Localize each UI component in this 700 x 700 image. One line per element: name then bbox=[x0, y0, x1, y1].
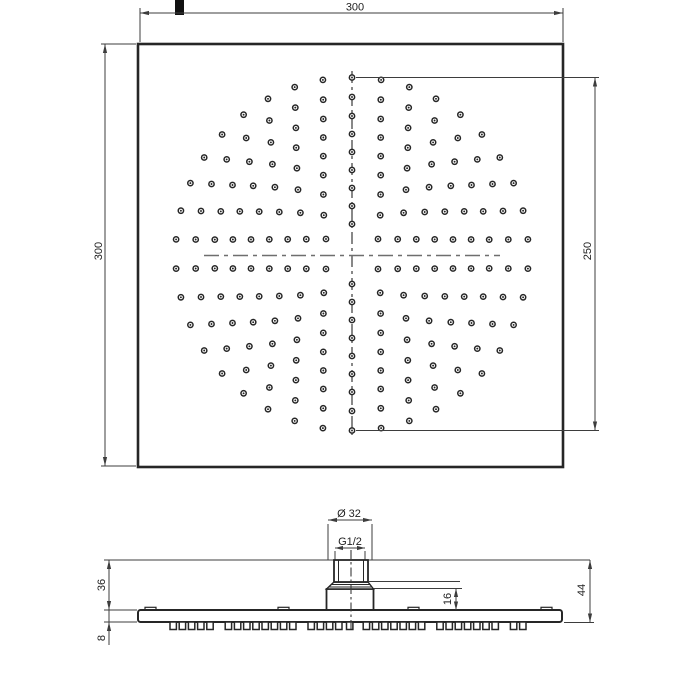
nozzle-hole bbox=[322, 194, 324, 196]
nozzle-hole bbox=[268, 268, 270, 270]
dim-label-flange-diameter: Ø 32 bbox=[337, 508, 361, 520]
side-nozzle bbox=[179, 622, 185, 630]
nozzle-hole bbox=[380, 137, 382, 139]
nozzle-hole bbox=[459, 392, 461, 394]
nozzle-hole bbox=[476, 158, 478, 160]
nozzle-hole bbox=[297, 189, 299, 191]
nozzle-hole bbox=[287, 268, 289, 270]
dim-arrow bbox=[454, 589, 458, 598]
nozzle-hole bbox=[380, 79, 382, 81]
nozzle-hole bbox=[435, 98, 437, 100]
nozzle-hole bbox=[351, 430, 353, 432]
nozzle-hole bbox=[454, 161, 456, 163]
nozzle-hole bbox=[351, 410, 353, 412]
nozzle-hole bbox=[274, 320, 276, 322]
side-nozzle bbox=[446, 622, 452, 630]
nozzle-hole bbox=[351, 96, 353, 98]
nozzle-hole bbox=[351, 151, 353, 153]
nozzle-hole bbox=[407, 379, 409, 381]
nozzle-hole bbox=[513, 324, 515, 326]
nozzle-hole bbox=[444, 295, 446, 297]
nozzle-hole bbox=[471, 184, 473, 186]
nozzle-hole bbox=[470, 239, 472, 241]
side-nozzle bbox=[464, 622, 470, 630]
dim-width-300 bbox=[140, 2, 563, 43]
nozzle-hole bbox=[424, 295, 426, 297]
nozzle-hole bbox=[322, 118, 324, 120]
side-nozzle bbox=[336, 622, 342, 630]
nozzle-hole bbox=[351, 205, 353, 207]
nozzle-hole bbox=[180, 296, 182, 298]
nozzle-hole bbox=[527, 268, 529, 270]
nozzle-hole bbox=[405, 189, 407, 191]
nozzle-hole bbox=[268, 387, 270, 389]
nozzle-hole bbox=[195, 239, 197, 241]
nozzle-hole bbox=[432, 365, 434, 367]
nozzle-hole bbox=[459, 114, 461, 116]
nozzle-hole bbox=[351, 319, 353, 321]
nozzle-hole bbox=[492, 323, 494, 325]
nozzle-hole bbox=[322, 313, 324, 315]
nozzle-hole bbox=[450, 185, 452, 187]
nozzle-hole bbox=[268, 238, 270, 240]
side-nozzle bbox=[234, 622, 240, 630]
nozzle-hole bbox=[406, 339, 408, 341]
nozzle-hole bbox=[380, 194, 382, 196]
dim-label-total-height: 44 bbox=[576, 583, 588, 597]
side-nozzle bbox=[520, 622, 526, 630]
side-nozzle bbox=[418, 622, 424, 630]
nozzle-hole bbox=[189, 182, 191, 184]
nozzle-hole bbox=[305, 268, 307, 270]
nozzle-hole bbox=[424, 211, 426, 213]
dim-arrow bbox=[103, 457, 107, 466]
side-nozzle bbox=[391, 622, 397, 630]
nozzle-hole bbox=[351, 337, 353, 339]
nozzle-hole bbox=[294, 86, 296, 88]
side-nozzle bbox=[400, 622, 406, 630]
nozzle-hole bbox=[415, 268, 417, 270]
nozzle-hole bbox=[408, 107, 410, 109]
nozzle-hole bbox=[226, 348, 228, 350]
nozzle-hole bbox=[322, 99, 324, 101]
nozzle-hole bbox=[267, 98, 269, 100]
nozzle-hole bbox=[278, 295, 280, 297]
nozzle-hole bbox=[294, 107, 296, 109]
nozzle-hole bbox=[322, 174, 324, 176]
nozzle-hole bbox=[322, 137, 324, 139]
nozzle-hole bbox=[492, 183, 494, 185]
nozzle-hole bbox=[513, 182, 515, 184]
nozzle-hole bbox=[232, 184, 234, 186]
nozzle-hole bbox=[407, 147, 409, 149]
nozzle-hole bbox=[180, 210, 182, 212]
nozzle-hole bbox=[379, 214, 381, 216]
nozzle-hole bbox=[507, 239, 509, 241]
nozzle-hole bbox=[322, 370, 324, 372]
dim-arrow bbox=[140, 11, 149, 15]
nozzle-hole bbox=[239, 210, 241, 212]
nozzle-hole bbox=[434, 268, 436, 270]
nozzle-hole bbox=[428, 186, 430, 188]
nozzle-hole bbox=[470, 268, 472, 270]
nozzle-hole bbox=[322, 79, 324, 81]
dim-thickness-8 bbox=[96, 610, 137, 645]
side-nozzle bbox=[188, 622, 194, 630]
nozzle-hole bbox=[482, 210, 484, 212]
nozzle-hole bbox=[351, 373, 353, 375]
nozzle-hole bbox=[203, 157, 205, 159]
nozzle-hole bbox=[432, 141, 434, 143]
dim-label-thread: G1/2 bbox=[338, 536, 362, 548]
nozzle-hole bbox=[322, 388, 324, 390]
nozzle-hole bbox=[214, 267, 216, 269]
flange-cone bbox=[327, 582, 374, 589]
nozzle-hole bbox=[428, 320, 430, 322]
nozzle-hole bbox=[305, 238, 307, 240]
nozzle-hole bbox=[200, 210, 202, 212]
nozzle-hole bbox=[294, 420, 296, 422]
nozzle-hole bbox=[380, 388, 382, 390]
dim-height-300 bbox=[93, 44, 136, 466]
nozzle-hole bbox=[271, 163, 273, 165]
side-nozzle bbox=[483, 622, 489, 630]
nozzle-hole bbox=[377, 268, 379, 270]
nozzle-hole bbox=[397, 238, 399, 240]
nozzle-hole bbox=[325, 268, 327, 270]
nozzle-hole bbox=[200, 296, 202, 298]
nozzle-hole bbox=[299, 294, 301, 296]
side-nozzle bbox=[455, 622, 461, 630]
dim-thread bbox=[335, 536, 365, 560]
nozzle-hole bbox=[322, 351, 324, 353]
nozzle-hole bbox=[203, 350, 205, 352]
nozzle-hole bbox=[351, 187, 353, 189]
dim-arrow bbox=[107, 560, 111, 569]
nozzle-hole bbox=[434, 120, 436, 122]
nozzle-hole bbox=[232, 322, 234, 324]
nozzle-hole bbox=[248, 345, 250, 347]
dim-label-upper-height: 36 bbox=[96, 578, 108, 592]
nozzle-hole bbox=[499, 157, 501, 159]
side-nozzle bbox=[317, 622, 323, 630]
nozzle-hole bbox=[463, 296, 465, 298]
nozzle-hole bbox=[268, 120, 270, 122]
nozzle-hole bbox=[403, 212, 405, 214]
nozzle-hole bbox=[403, 294, 405, 296]
nozzle-hole bbox=[380, 407, 382, 409]
dim-label-spray: 250 bbox=[582, 241, 594, 261]
nozzle-hole bbox=[243, 392, 245, 394]
nozzle-hole bbox=[380, 351, 382, 353]
shower-plate-profile bbox=[138, 610, 562, 622]
side-nozzle bbox=[363, 622, 369, 630]
nozzle-hole bbox=[380, 332, 382, 334]
nozzle-hole bbox=[175, 268, 177, 270]
nozzle-hole bbox=[287, 238, 289, 240]
nozzle-hole bbox=[221, 373, 223, 375]
nozzle-hole bbox=[189, 324, 191, 326]
nozzle-hole bbox=[323, 292, 325, 294]
nozzle-hole bbox=[351, 169, 353, 171]
nozzle-hole bbox=[295, 127, 297, 129]
dim-arrow bbox=[107, 601, 111, 610]
nozzle-hole bbox=[351, 301, 353, 303]
nozzle-hole bbox=[380, 99, 382, 101]
nozzle-hole bbox=[221, 134, 223, 136]
nozzle-hole bbox=[296, 339, 298, 341]
nozzle-hole bbox=[380, 370, 382, 372]
nozzle-hole bbox=[214, 239, 216, 241]
plan-view bbox=[93, 0, 599, 467]
nozzle-hole bbox=[232, 268, 234, 270]
dim-arrow bbox=[588, 560, 592, 569]
side-nozzle bbox=[253, 622, 259, 630]
side-nozzle bbox=[409, 622, 415, 630]
nozzle-hole bbox=[239, 296, 241, 298]
nozzle-hole bbox=[351, 115, 353, 117]
nozzle-hole bbox=[397, 268, 399, 270]
nozzle-hole bbox=[380, 174, 382, 176]
nozzle-hole bbox=[274, 186, 276, 188]
nozzle-hole bbox=[245, 369, 247, 371]
side-nozzle bbox=[326, 622, 332, 630]
nozzle-hole bbox=[211, 323, 213, 325]
side-nozzle bbox=[170, 622, 176, 630]
side-nozzle bbox=[474, 622, 480, 630]
nozzle-hole bbox=[431, 163, 433, 165]
nozzle-hole bbox=[295, 379, 297, 381]
nozzle-hole bbox=[270, 365, 272, 367]
nozzle-hole bbox=[271, 343, 273, 345]
nozzle-hole bbox=[351, 77, 353, 79]
nozzle-hole bbox=[294, 399, 296, 401]
nozzle-hole bbox=[482, 296, 484, 298]
nozzle-hole bbox=[434, 387, 436, 389]
dim-arrow bbox=[554, 11, 563, 15]
nozzle-hole bbox=[499, 350, 501, 352]
nozzle-hole bbox=[457, 369, 459, 371]
side-nozzle-row bbox=[170, 622, 526, 630]
nozzle-hole bbox=[407, 359, 409, 361]
nozzle-hole bbox=[431, 343, 433, 345]
nozzle-hole bbox=[220, 210, 222, 212]
dim-upper-36 bbox=[96, 560, 137, 610]
nozzle-hole bbox=[380, 118, 382, 120]
side-nozzle bbox=[347, 622, 353, 630]
dim-label-width: 300 bbox=[345, 1, 365, 14]
side-nozzle bbox=[244, 622, 250, 630]
nozzle-hole bbox=[463, 210, 465, 212]
nozzle-hole bbox=[405, 317, 407, 319]
side-nozzle bbox=[198, 622, 204, 630]
nozzle-hole bbox=[296, 167, 298, 169]
nozzle-hole bbox=[351, 355, 353, 357]
side-nozzle bbox=[510, 622, 516, 630]
nozzle-hole bbox=[415, 238, 417, 240]
nozzle-hole bbox=[527, 238, 529, 240]
nozzle-hole bbox=[380, 427, 382, 429]
nozzle-hole bbox=[522, 296, 524, 298]
side-nozzle bbox=[492, 622, 498, 630]
nozzle-hole bbox=[267, 408, 269, 410]
nozzle-hole bbox=[379, 292, 381, 294]
nozzle-hole bbox=[351, 133, 353, 135]
nozzle-hole bbox=[211, 183, 213, 185]
nozzle-hole bbox=[408, 420, 410, 422]
nozzle-hole bbox=[452, 239, 454, 241]
side-nozzle bbox=[271, 622, 277, 630]
nozzle-hole bbox=[408, 86, 410, 88]
nozzle-hole bbox=[435, 408, 437, 410]
dim-arrow bbox=[454, 602, 458, 611]
side-nozzle bbox=[290, 622, 296, 630]
nozzle-hole bbox=[488, 267, 490, 269]
nozzle-hole bbox=[380, 313, 382, 315]
nozzle-hole bbox=[325, 238, 327, 240]
dim-arrow bbox=[103, 44, 107, 53]
nozzle-hole bbox=[258, 211, 260, 213]
dim-arrow bbox=[328, 518, 337, 522]
nozzle-hole bbox=[250, 239, 252, 241]
side-view bbox=[96, 508, 594, 645]
dim-arrow bbox=[107, 622, 111, 631]
nozzle-hole bbox=[452, 268, 454, 270]
side-nozzle bbox=[280, 622, 286, 630]
dim-arrow bbox=[593, 78, 597, 87]
nozzle-hole bbox=[481, 134, 483, 136]
side-nozzle bbox=[382, 622, 388, 630]
nozzle-hole bbox=[323, 214, 325, 216]
dim-label-hub-height: 16 bbox=[442, 592, 454, 606]
dim-total-44 bbox=[564, 560, 594, 623]
nozzle-hole bbox=[243, 114, 245, 116]
nozzle-hole bbox=[295, 147, 297, 149]
nozzle-hole bbox=[220, 296, 222, 298]
nozzle-hole bbox=[502, 210, 504, 212]
dim-hub-16 bbox=[369, 582, 462, 611]
nozzle-hole bbox=[377, 238, 379, 240]
nozzle-hole bbox=[299, 212, 301, 214]
nozzle-hole bbox=[322, 427, 324, 429]
nozzle-hole bbox=[408, 399, 410, 401]
nozzle-hole bbox=[245, 137, 247, 139]
nozzle-hole bbox=[407, 127, 409, 129]
nozzle-hole bbox=[226, 158, 228, 160]
dim-arrow bbox=[593, 422, 597, 431]
nozzle-hole bbox=[476, 348, 478, 350]
dim-arrow bbox=[363, 518, 372, 522]
nozzle-hole bbox=[175, 238, 177, 240]
nozzle-hole bbox=[252, 185, 254, 187]
nozzle-hole bbox=[295, 359, 297, 361]
nozzle-hole bbox=[351, 283, 353, 285]
side-nozzle bbox=[372, 622, 378, 630]
nozzle-hole bbox=[380, 155, 382, 157]
nozzle-hole bbox=[351, 391, 353, 393]
nozzle-hole bbox=[481, 373, 483, 375]
nozzle-hole bbox=[502, 296, 504, 298]
nozzle-hole bbox=[195, 268, 197, 270]
side-nozzle bbox=[437, 622, 443, 630]
dim-label-height: 300 bbox=[93, 241, 105, 261]
side-nozzle bbox=[262, 622, 268, 630]
nozzle-hole bbox=[322, 155, 324, 157]
nozzle-hole bbox=[250, 268, 252, 270]
nozzle-hole bbox=[232, 239, 234, 241]
nozzle-hole bbox=[454, 345, 456, 347]
nozzle-hole bbox=[322, 332, 324, 334]
nozzle-hole bbox=[297, 317, 299, 319]
nozzle-hole bbox=[457, 137, 459, 139]
side-nozzle bbox=[225, 622, 231, 630]
side-nozzle bbox=[308, 622, 314, 630]
nozzle-hole bbox=[444, 211, 446, 213]
nozzle-hole bbox=[507, 268, 509, 270]
nozzle-hole bbox=[488, 239, 490, 241]
nozzle-hole bbox=[322, 407, 324, 409]
nozzle-hole bbox=[258, 295, 260, 297]
nozzle-hole bbox=[248, 161, 250, 163]
nozzle-hole bbox=[270, 141, 272, 143]
mounting-hub bbox=[327, 589, 374, 610]
side-nozzle bbox=[207, 622, 213, 630]
nozzle-hole bbox=[450, 321, 452, 323]
nozzle-hole bbox=[434, 238, 436, 240]
dim-arrow bbox=[588, 614, 592, 623]
nozzle-hole bbox=[351, 223, 353, 225]
nozzle-hole bbox=[522, 210, 524, 212]
nozzle-hole bbox=[471, 322, 473, 324]
dim-label-plate-thickness: 8 bbox=[96, 634, 108, 642]
nozzle-hole bbox=[278, 211, 280, 213]
nozzle-hole bbox=[406, 167, 408, 169]
nozzle-hole bbox=[252, 321, 254, 323]
